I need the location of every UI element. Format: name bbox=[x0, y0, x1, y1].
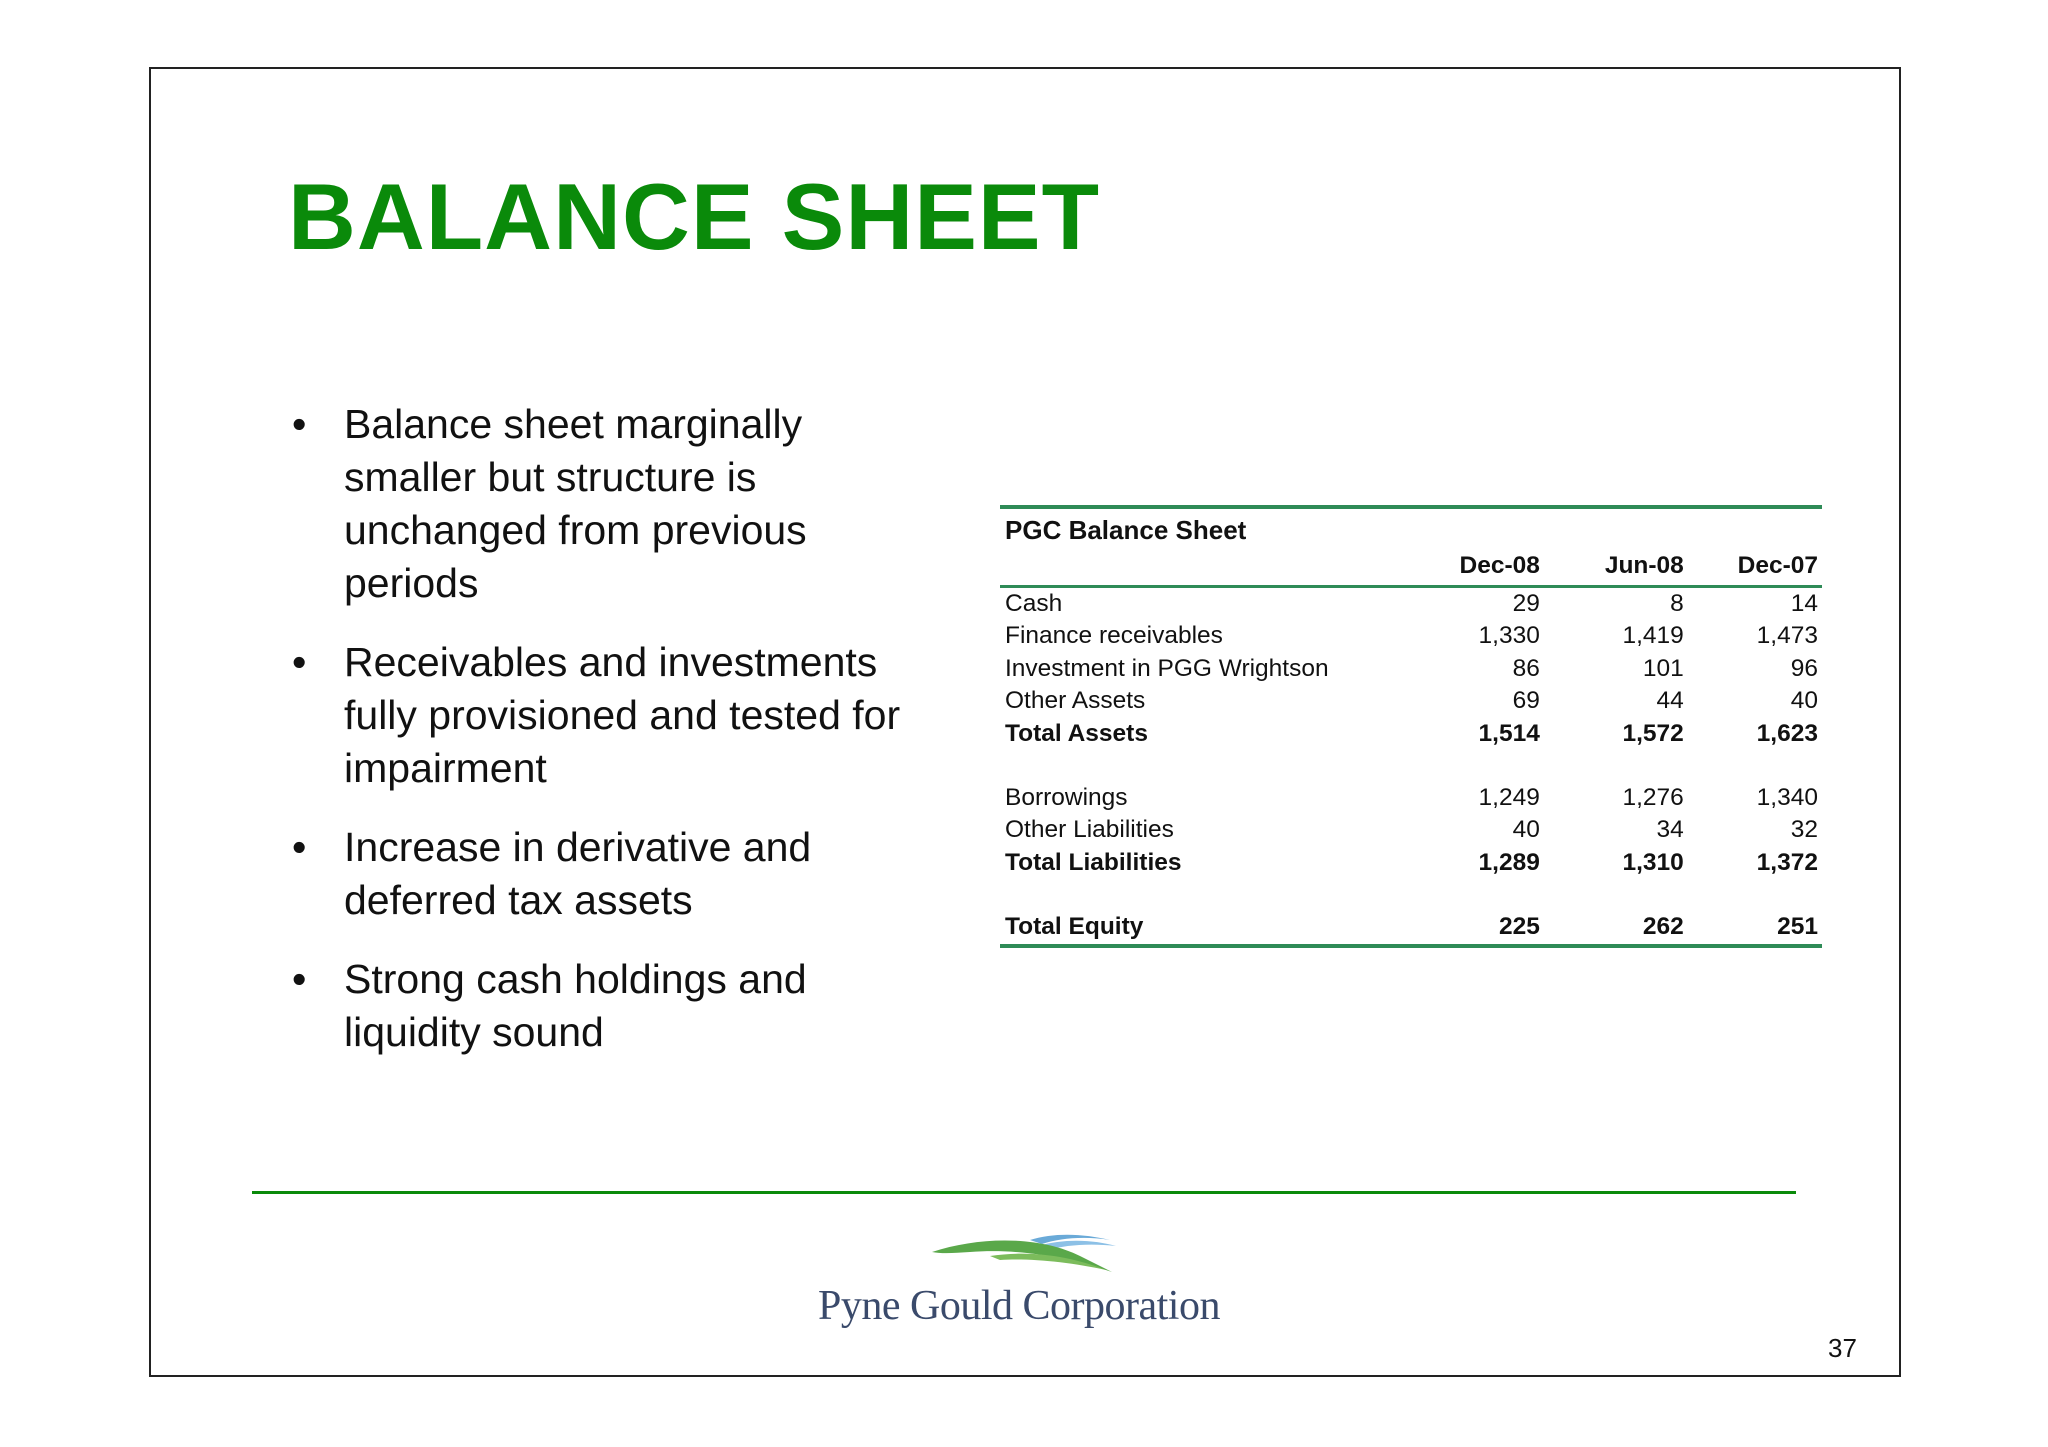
column-header: Dec-08 bbox=[1459, 552, 1540, 579]
total-assets-row bbox=[1000, 718, 1822, 750]
bullet-text: Balance sheet marginally smaller but structure is unchanged from previous periods bbox=[344, 401, 807, 606]
cell-value: 40 bbox=[1512, 816, 1540, 844]
cell-value: 1,623 bbox=[1756, 719, 1818, 747]
bullet-item bbox=[292, 953, 932, 1059]
company-logo bbox=[800, 1230, 1260, 1340]
cell-value: 1,514 bbox=[1478, 719, 1540, 747]
bullet-mark: • bbox=[292, 956, 307, 1002]
cell-value: 1,276 bbox=[1622, 783, 1684, 811]
table-row bbox=[1000, 814, 1822, 846]
row-label: Finance receivables bbox=[1005, 622, 1223, 650]
footer-divider bbox=[252, 1191, 1796, 1194]
cell-value: 225 bbox=[1498, 913, 1540, 941]
header-label-cell bbox=[1000, 549, 1396, 583]
page-number: 37 bbox=[1828, 1333, 1857, 1363]
cell-value: 251 bbox=[1777, 913, 1818, 941]
row-label: Investment in PGG Wrightson bbox=[1005, 654, 1329, 682]
cell-value: 14 bbox=[1790, 590, 1818, 617]
row-label: Other Liabilities bbox=[1005, 816, 1174, 844]
bullet-item bbox=[292, 398, 932, 610]
cell-value: 1,419 bbox=[1622, 622, 1684, 650]
cell-value: 1,249 bbox=[1478, 783, 1540, 811]
cell-value: 69 bbox=[1512, 687, 1540, 715]
cell-value: 40 bbox=[1790, 687, 1818, 715]
bullet-item bbox=[292, 821, 932, 927]
column-header: Jun-08 bbox=[1604, 552, 1684, 579]
table-row bbox=[1000, 588, 1822, 620]
cell-value: 29 bbox=[1512, 590, 1540, 617]
total-liabilities-row bbox=[1000, 847, 1822, 879]
bullet-mark: • bbox=[292, 824, 307, 870]
bullet-text: Strong cash holdings and liquidity sound bbox=[344, 956, 807, 1055]
cell-value: 1,330 bbox=[1478, 622, 1540, 650]
slide-title: BALANCE SHEET bbox=[288, 164, 1101, 269]
wave-logo-icon bbox=[930, 1230, 1120, 1280]
logo-wordmark: Pyne Gould Corporation bbox=[818, 1283, 1220, 1329]
cell-value: 32 bbox=[1790, 816, 1818, 844]
cell-value: 44 bbox=[1656, 687, 1684, 715]
cell-value: 1,473 bbox=[1756, 622, 1818, 650]
table-row bbox=[1000, 653, 1822, 685]
cell-value: 34 bbox=[1656, 816, 1684, 844]
bullet-text: Receivables and investments fully provisioned and tested for impairment bbox=[344, 639, 901, 791]
cell-value: 1,310 bbox=[1622, 848, 1684, 876]
cell-value: 8 bbox=[1670, 590, 1684, 617]
row-label: Total Liabilities bbox=[1005, 848, 1182, 876]
table-row bbox=[1000, 685, 1822, 717]
cell-value: 262 bbox=[1642, 913, 1684, 941]
cell-value: 101 bbox=[1642, 654, 1684, 682]
bullet-mark: • bbox=[292, 401, 307, 447]
table-row bbox=[1000, 620, 1822, 652]
cell-value: 1,340 bbox=[1756, 783, 1818, 811]
cell-value: 1,572 bbox=[1622, 719, 1684, 747]
cell-value: 96 bbox=[1790, 654, 1818, 682]
row-label: Cash bbox=[1005, 590, 1063, 617]
cell-value: 1,289 bbox=[1478, 848, 1540, 876]
cell-value: 1,372 bbox=[1756, 848, 1818, 876]
row-label: Borrowings bbox=[1005, 783, 1128, 811]
total-equity-row bbox=[1000, 911, 1822, 943]
table-caption: PGC Balance Sheet bbox=[1005, 515, 1247, 545]
bullet-text: Increase in derivative and deferred tax assets bbox=[344, 824, 812, 923]
table-spacer bbox=[1000, 750, 1822, 782]
balance-sheet-table bbox=[1000, 505, 1822, 948]
bullet-list bbox=[292, 398, 932, 1085]
row-label: Other Assets bbox=[1005, 687, 1146, 715]
cell-value: 86 bbox=[1512, 654, 1540, 682]
row-label: Total Assets bbox=[1005, 719, 1148, 747]
row-label: Total Equity bbox=[1005, 913, 1144, 941]
table-header-row bbox=[1000, 549, 1822, 583]
bullet-mark: • bbox=[292, 639, 307, 685]
table-row bbox=[1000, 782, 1822, 814]
bullet-item bbox=[292, 636, 932, 795]
table-bottom-rule bbox=[1000, 944, 1822, 948]
column-header: Dec-07 bbox=[1737, 552, 1818, 579]
table-spacer bbox=[1000, 879, 1822, 911]
